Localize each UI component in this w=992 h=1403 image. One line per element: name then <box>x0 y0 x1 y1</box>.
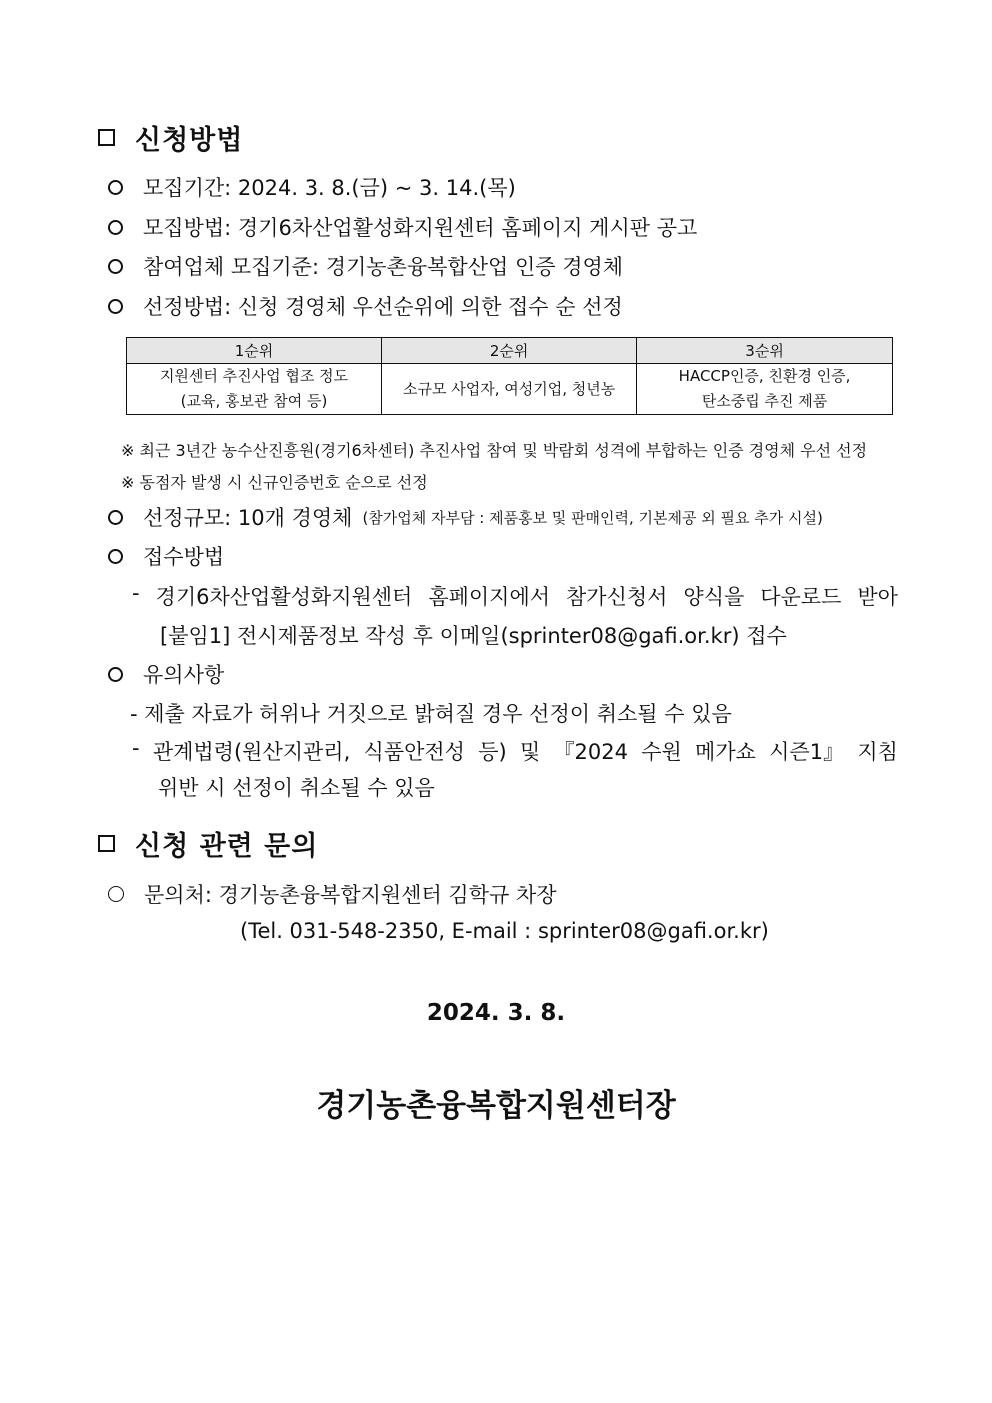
word: 관계법령(원산지관리, <box>152 740 351 764</box>
note-priority: ※ 최근 3년간 농수산진흥원(경기6차센터) 추진사업 참여 및 박람회 성격에 부합하는 인증 경영체 우선 선정 <box>121 441 868 460</box>
word: 홈페이지에서 <box>428 585 551 609</box>
item-receipt-method <box>108 541 224 571</box>
circle-bullet-icon <box>108 667 123 682</box>
item-recruitment-method <box>108 212 697 242</box>
section-title-application <box>98 118 243 157</box>
table-row <box>127 364 893 415</box>
item-scale-note: (참가업체 자부담 : 제품홍보 및 판매인력, 기본제공 외 필요 추가 시설) <box>362 508 823 527</box>
caution-item-1: - 제출 자료가 허위나 거짓으로 밝혀질 경우 선정이 취소될 수 있음 <box>130 702 732 726</box>
table-cell <box>127 364 382 415</box>
word: 『2024 <box>553 740 628 764</box>
receipt-detail-line-1 <box>132 581 898 611</box>
word: 지침 <box>857 740 898 764</box>
circle-bullet-icon <box>108 259 123 274</box>
receipt-detail-line-2: [붙임1] 전시제품정보 작성 후 이메일(sprinter08@gafi.or.kr) 접수 <box>160 624 787 648</box>
item-selection-method <box>108 291 623 321</box>
word: 참가신청서 <box>566 585 668 609</box>
item-selection-scale <box>108 502 823 532</box>
contact-detail: (Tel. 031-548-2350, E-mail : sprinter08@gafi.or.kr) <box>240 919 769 943</box>
square-bullet-icon <box>98 129 115 146</box>
item-contact <box>108 879 557 909</box>
issuer-signature: 경기농촌융복합지원센터장 <box>316 1088 676 1124</box>
table-cell <box>637 364 893 415</box>
caution-item-2-line-1 <box>132 736 898 766</box>
item-text: 유의사항 <box>143 663 225 687</box>
table-header-cell: 2순위 <box>382 338 637 364</box>
table-cell-line: 탄소중립 추진 제품 <box>701 392 828 410</box>
word: 수원 <box>641 740 682 764</box>
note-tiebreak: ※ 동점자 발생 시 신규인증번호 순으로 선정 <box>121 473 428 492</box>
item-text: 선정규모: 10개 경영체 <box>143 506 353 530</box>
item-text: 문의처: 경기농촌융복합지원센터 김학규 차장 <box>144 883 557 907</box>
item-participation-criteria <box>108 251 623 281</box>
item-caution <box>108 659 224 689</box>
dash-mark: - <box>132 736 140 760</box>
item-text: 접수방법 <box>143 545 225 569</box>
table-cell-line: (교육, 홍보관 참여 등) <box>180 392 328 410</box>
item-text: 모집방법: 경기6차산업활성화지원센터 홈페이지 게시판 공고 <box>143 216 698 240</box>
dash-mark: - <box>132 581 140 605</box>
table-header-cell: 3순위 <box>637 338 893 364</box>
word: 등) <box>478 740 507 764</box>
section-title-inquiry <box>98 824 318 863</box>
circle-bullet-icon <box>108 549 123 564</box>
section-title-text: 신청 관련 문의 <box>135 831 319 862</box>
item-text: 모집기간: 2024. 3. 8.(금) ~ 3. 14.(목) <box>143 176 516 200</box>
priority-table <box>126 337 893 415</box>
caution-item-2-line-2: 위반 시 선정이 취소될 수 있음 <box>158 776 435 800</box>
square-bullet-icon <box>98 835 115 852</box>
item-text: 선정방법: 신청 경영체 우선순위에 의한 접수 순 선정 <box>143 295 623 319</box>
word: 메가쇼 <box>695 740 756 764</box>
table-header-row <box>127 338 893 364</box>
table-header-cell: 1순위 <box>127 338 382 364</box>
word: 받아 <box>857 585 898 609</box>
section-title-text: 신청방법 <box>135 125 244 156</box>
table-cell <box>382 364 637 415</box>
table-cell-line: 지원센터 추진사업 협조 정도 <box>159 367 349 385</box>
word: 다운로드 <box>760 585 842 609</box>
circle-bullet-icon <box>108 180 123 195</box>
word: 양식을 <box>683 585 745 609</box>
word: 시즌1』 <box>769 740 845 764</box>
circle-bullet-icon <box>108 510 123 525</box>
table-cell-line: 소규모 사업자, 여성기업, 청년농 <box>402 379 616 398</box>
circle-bullet-icon <box>108 220 123 235</box>
word: 식품안전성 <box>363 740 465 764</box>
item-recruitment-period <box>108 172 516 202</box>
word: 및 <box>519 740 541 764</box>
table-cell-line: HACCP인증, 친환경 인증, <box>678 367 851 385</box>
document-date: 2024. 3. 8. <box>426 1000 566 1026</box>
circle-bullet-icon <box>108 886 124 902</box>
circle-bullet-icon <box>108 299 123 314</box>
word: 경기6차산업활성화지원센터 <box>155 585 413 609</box>
item-text: 참여업체 모집기준: 경기농촌융복합산업 인증 경영체 <box>143 255 624 279</box>
